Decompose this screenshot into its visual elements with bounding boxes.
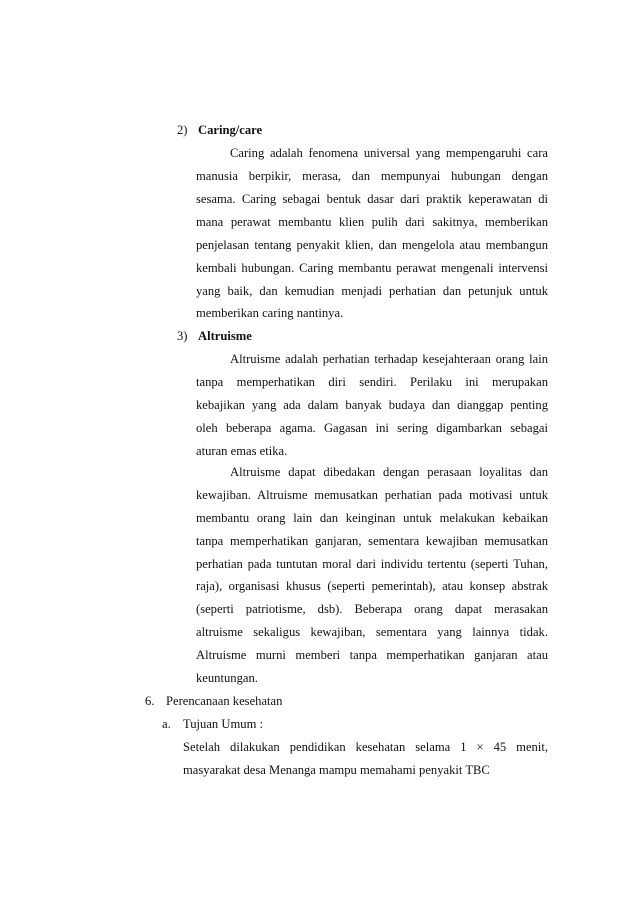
caring-line: sesama. Caring sebagai bentuk dasar dari praktik keperawatan di [196,192,548,206]
altruisme-line: membantu orang lain dan keinginan untuk melakukan kebaikan [196,511,548,525]
section-number: 6. [145,694,155,708]
altruisme-line: (seperti patriotisme, dsb). Beberapa orang dapat merasakan [196,602,548,616]
altruisme-line: oleh beberapa agama. Gagasan ini sering digambarkan sebagai [196,421,548,435]
tujuan-line: masyarakat desa Menanga mampu memahami penyakit TBC [183,763,490,777]
altruisme-line: tanpa memperhatikan diri sendiri. Perilaku ini merupakan [196,375,548,389]
caring-line: yang baik, dan kemudian menjadi perhatian dan petunjuk untuk [196,284,548,298]
caring-line: manusia berpikir, merasa, dan mempunyai hubungan dengan [196,169,548,183]
altruisme-heading: Altruisme [198,329,252,343]
caring-line: penjelasan tentang penyakit klien, dan mengelola atau membangun [196,238,548,252]
altruisme-line: tanpa memperhatikan ganjaran, sementara kewajiban memusatkan [196,534,548,548]
altruisme-line: altruisme sekaligus kewajiban, sementara yang lainnya tidak. [196,625,548,639]
subsection-heading: Tujuan Umum : [183,717,264,731]
altruisme-line: kebajikan yang ada dalam banyak budaya dan dianggap penting [196,398,548,412]
caring-line: mana perawat membantu klien pulih dari sakitnya, memberikan [196,215,548,229]
subsection-number: a. [162,717,171,731]
caring-number: 2) [177,123,188,137]
altruisme-line: Altruisme adalah perhatian terhadap kesejahteraan orang lain [230,352,548,366]
altruisme-line: perhatian pada tuntutan moral dari individu tertentu (seperti Tuhan, [196,557,548,571]
altruisme-line: raja), organisasi khusus (seperti pemerintah), atau konsep abstrak [196,579,548,593]
section-heading: Perencanaan kesehatan [166,694,283,708]
altruisme-line: kewajiban. Altruisme memusatkan perhatian pada motivasi untuk [196,488,548,502]
caring-line: Caring adalah fenomena universal yang mempengaruhi cara [230,146,548,160]
altruisme-line: Altruisme murni memberi tanpa memperhatikan ganjaran atau [196,648,548,662]
caring-heading: Caring/care [198,123,263,137]
altruisme-line: keuntungan. [196,671,258,685]
altruisme-number: 3) [177,329,188,343]
caring-line: memberikan caring nantinya. [196,306,344,320]
altruisme-line: Altruisme dapat dibedakan dengan perasaan loyalitas dan [230,465,548,479]
tujuan-line: Setelah dilakukan pendidikan kesehatan selama 1 × 45 menit, [183,740,548,754]
caring-line: kembali hubungan. Caring membantu perawat mengenali intervensi [196,261,548,275]
altruisme-line: aturan emas etika. [196,444,288,458]
